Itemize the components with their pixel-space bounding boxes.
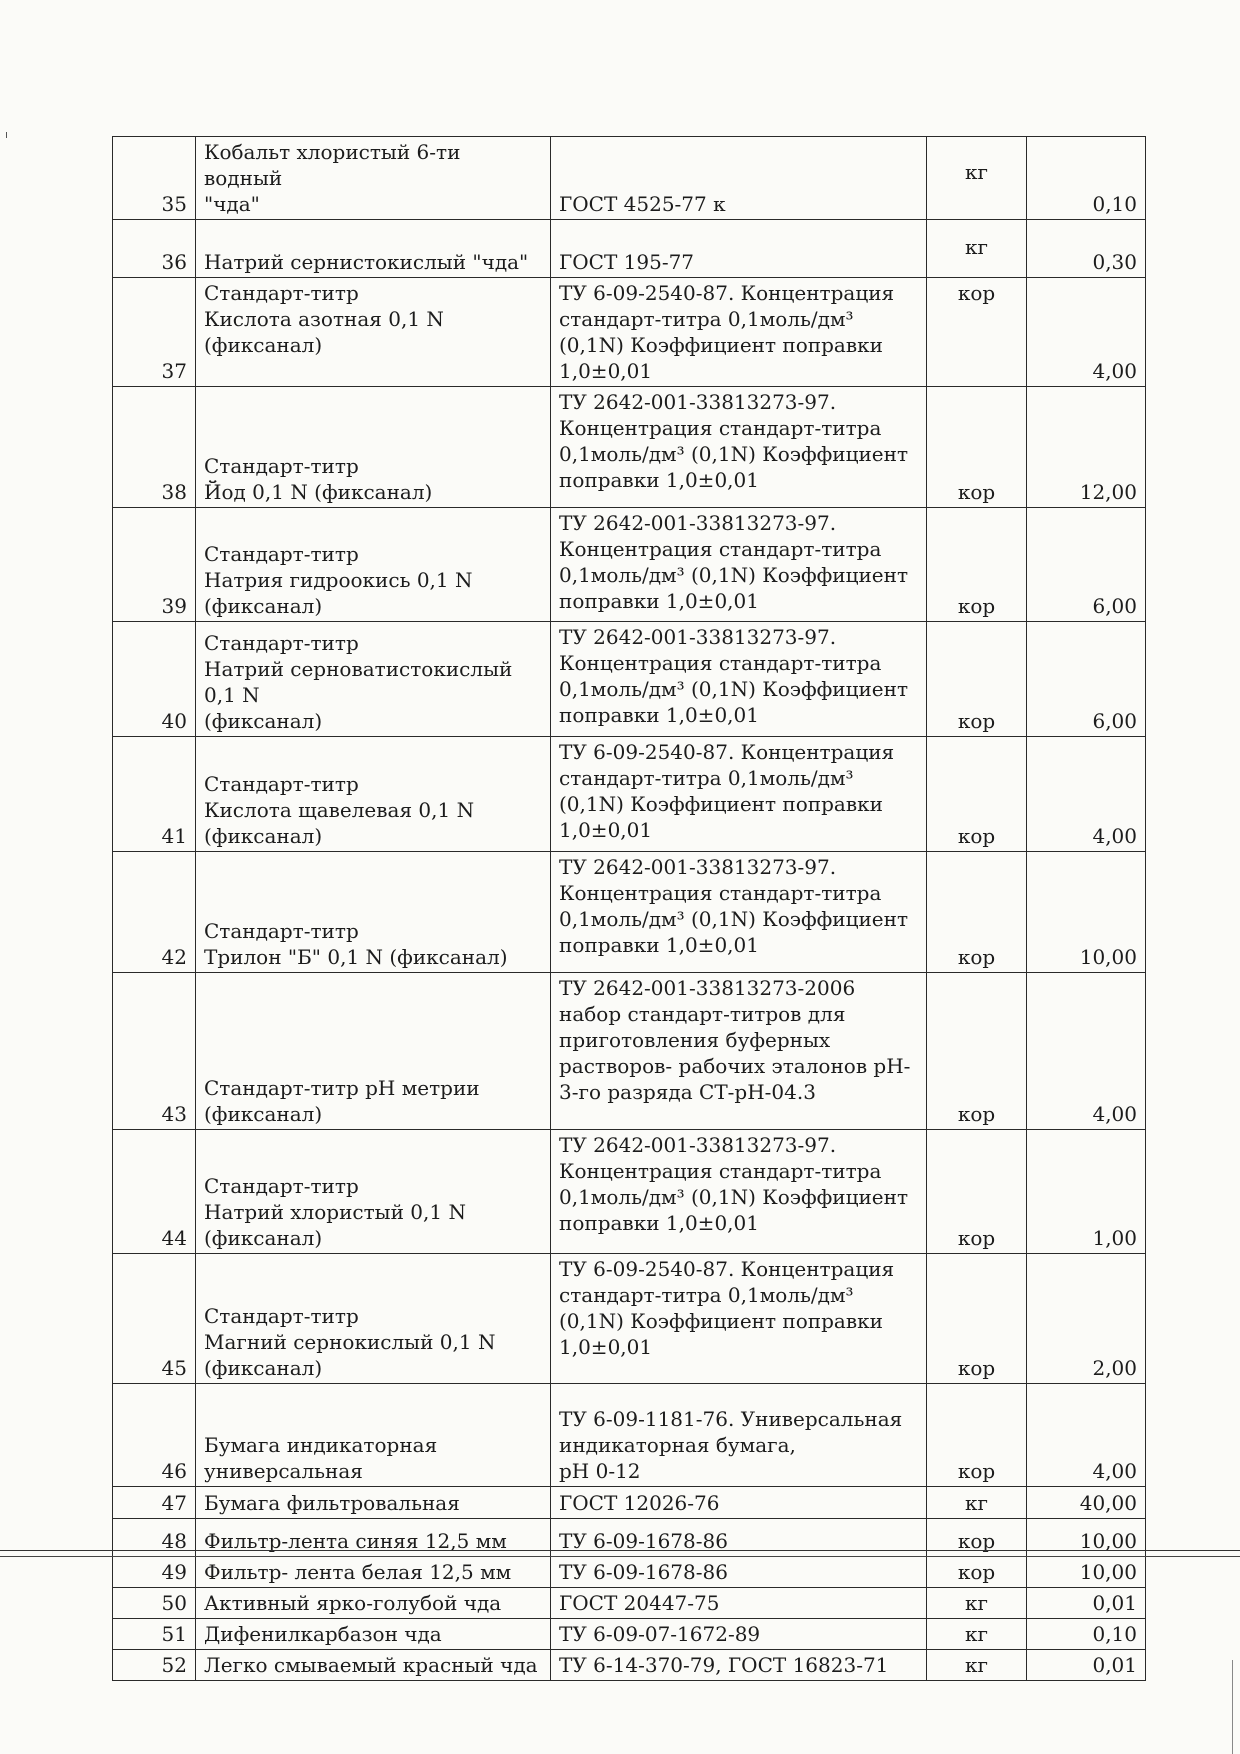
reagent-name: Стандарт-титр Натрия гидроокись 0,1 N (фиксанал) [196,508,551,622]
table-row [113,852,1146,973]
table-row [113,278,1146,387]
reagent-name: Бумага фильтровальная [196,1487,551,1519]
row-number: 47 [113,1487,196,1519]
table-row [113,1650,1146,1681]
row-number: 42 [113,852,196,973]
unit: кор [927,1130,1027,1254]
unit: кор [927,1519,1027,1557]
row-number: 41 [113,737,196,852]
reagent-name: Стандарт-титр Кислота щавелевая 0,1 N (фиксанал) [196,737,551,852]
quantity: 12,00 [1027,387,1146,508]
standard-spec: ГОСТ 195-77 [551,220,927,278]
table-row [113,1619,1146,1650]
quantity: 4,00 [1027,278,1146,387]
unit: кор [927,278,1027,387]
quantity: 4,00 [1027,973,1146,1130]
scan-edge-line [1232,1660,1233,1754]
table-row [113,387,1146,508]
quantity: 2,00 [1027,1254,1146,1384]
standard-spec: ТУ 2642-001-33813273-97. Концентрация стандарт-титра 0,1моль/дм³ (0,1N) Коэффициент поправки 1,0±0,01 [551,622,927,737]
reagent-name: Легко смываемый красный чда [196,1650,551,1681]
quantity: 0,10 [1027,1619,1146,1650]
reagent-name: Фильтр- лента белая 12,5 мм [196,1557,551,1588]
reagent-name: Бумага индикаторная универсальная [196,1384,551,1487]
table-row [113,737,1146,852]
row-number: 40 [113,622,196,737]
quantity: 1,00 [1027,1130,1146,1254]
standard-spec: ТУ 6-14-370-79, ГОСТ 16823-71 [551,1650,927,1681]
reagents-table-body [113,137,1146,1681]
quantity: 0,01 [1027,1650,1146,1681]
unit: кг [927,1650,1027,1681]
table-row [113,1588,1146,1619]
reagents-table [112,136,1146,1681]
reagent-name: Стандарт-титр Кислота азотная 0,1 N (фиксанал) [196,278,551,387]
scan-mark [6,132,7,138]
reagent-name: Стандарт-титр рН метрии (фиксанал) [196,973,551,1130]
row-number: 48 [113,1519,196,1557]
table-row [113,1384,1146,1487]
standard-spec: ТУ 2642-001-33813273-97. Концентрация стандарт-титра 0,1моль/дм³ (0,1N) Коэффициент поправки 1,0±0,01 [551,387,927,508]
standard-spec: ТУ 6-09-1678-86 [551,1519,927,1557]
unit: кор [927,737,1027,852]
unit: кор [927,1254,1027,1384]
standard-spec: ТУ 6-09-1678-86 [551,1557,927,1588]
unit: кг [927,137,1027,220]
standard-spec: ТУ 6-09-07-1672-89 [551,1619,927,1650]
quantity: 10,00 [1027,1557,1146,1588]
standard-spec: ТУ 2642-001-33813273-97. Концентрация стандарт-титра 0,1моль/дм³ (0,1N) Коэффициент поправки 1,0±0,01 [551,508,927,622]
unit: кор [927,622,1027,737]
standard-spec: ТУ 6-09-2540-87. Концентрация стандарт-титра 0,1моль/дм³ (0,1N) Коэффициент поправки 1,0±0,01 [551,737,927,852]
row-number: 37 [113,278,196,387]
table-row [113,1130,1146,1254]
standard-spec: ГОСТ 12026-76 [551,1487,927,1519]
quantity: 6,00 [1027,508,1146,622]
row-number: 44 [113,1130,196,1254]
table-row [113,1254,1146,1384]
reagent-name: Кобальт хлористый 6-ти водный "чда" [196,137,551,220]
reagent-name: Стандарт-титр Натрий хлористый 0,1 N (фиксанал) [196,1130,551,1254]
reagent-name: Дифенилкарбазон чда [196,1619,551,1650]
row-number: 39 [113,508,196,622]
reagent-name: Стандарт-титр Магний сернокислый 0,1 N (фиксанал) [196,1254,551,1384]
unit: кор [927,852,1027,973]
standard-spec: ТУ 6-09-1181-76. Универсальная индикаторная бумага, рН 0-12 [551,1384,927,1487]
reagent-name: Активный ярко-голубой чда [196,1588,551,1619]
unit: кор [927,973,1027,1130]
row-number: 35 [113,137,196,220]
table-row-struck [113,1557,1146,1588]
quantity: 4,00 [1027,737,1146,852]
row-number: 51 [113,1619,196,1650]
standard-spec: ТУ 6-09-2540-87. Концентрация стандарт-титра 0,1моль/дм³ (0,1N) Коэффициент поправки 1,0±0,01 [551,1254,927,1384]
unit: кор [927,1557,1027,1588]
quantity: 4,00 [1027,1384,1146,1487]
row-number: 49 [113,1557,196,1588]
unit: кор [927,1384,1027,1487]
table-row [113,622,1146,737]
strikethrough-line [0,1550,1240,1551]
table-row [113,1487,1146,1519]
reagent-name: Фильтр-лента синяя 12,5 мм [196,1519,551,1557]
unit: кг [927,1487,1027,1519]
row-number: 38 [113,387,196,508]
table-row [113,973,1146,1130]
row-number: 46 [113,1384,196,1487]
row-number: 36 [113,220,196,278]
standard-spec: ТУ 2642-001-33813273-97. Концентрация стандарт-титра 0,1моль/дм³ (0,1N) Коэффициент поправки 1,0±0,01 [551,1130,927,1254]
unit: кор [927,387,1027,508]
reagent-name: Стандарт-титр Трилон "Б" 0,1 N (фиксанал) [196,852,551,973]
standard-spec: ТУ 2642-001-33813273-97. Концентрация стандарт-титра 0,1моль/дм³ (0,1N) Коэффициент поправки 1,0±0,01 [551,852,927,973]
unit: кг [927,1588,1027,1619]
table-row [113,220,1146,278]
quantity: 40,00 [1027,1487,1146,1519]
standard-spec: ТУ 6-09-2540-87. Концентрация стандарт-титра 0,1моль/дм³ (0,1N) Коэффициент поправки 1,0±0,01 [551,278,927,387]
quantity: 6,00 [1027,622,1146,737]
row-number: 43 [113,973,196,1130]
reagent-name: Стандарт-титр Йод 0,1 N (фиксанал) [196,387,551,508]
reagent-name: Стандарт-титр Натрий серноватистокислый 0,1 N (фиксанал) [196,622,551,737]
quantity: 0,10 [1027,137,1146,220]
standard-spec: ГОСТ 4525-77 к [551,137,927,220]
reagent-name: Натрий сернистокислый "чда" [196,220,551,278]
table-row [113,137,1146,220]
row-number: 50 [113,1588,196,1619]
quantity: 10,00 [1027,1519,1146,1557]
table-row [113,508,1146,622]
quantity: 0,30 [1027,220,1146,278]
strikethrough-line [0,1556,1240,1557]
row-number: 52 [113,1650,196,1681]
unit: кг [927,1619,1027,1650]
quantity: 10,00 [1027,852,1146,973]
unit: кор [927,508,1027,622]
unit: кг [927,220,1027,278]
row-number: 45 [113,1254,196,1384]
quantity: 0,01 [1027,1588,1146,1619]
standard-spec: ТУ 2642-001-33813273-2006 набор стандарт-титров для приготовления буферных растворов- рабочих эталонов рН- 3-го разряда СТ-рН-04.3 [551,973,927,1130]
standard-spec: ГОСТ 20447-75 [551,1588,927,1619]
